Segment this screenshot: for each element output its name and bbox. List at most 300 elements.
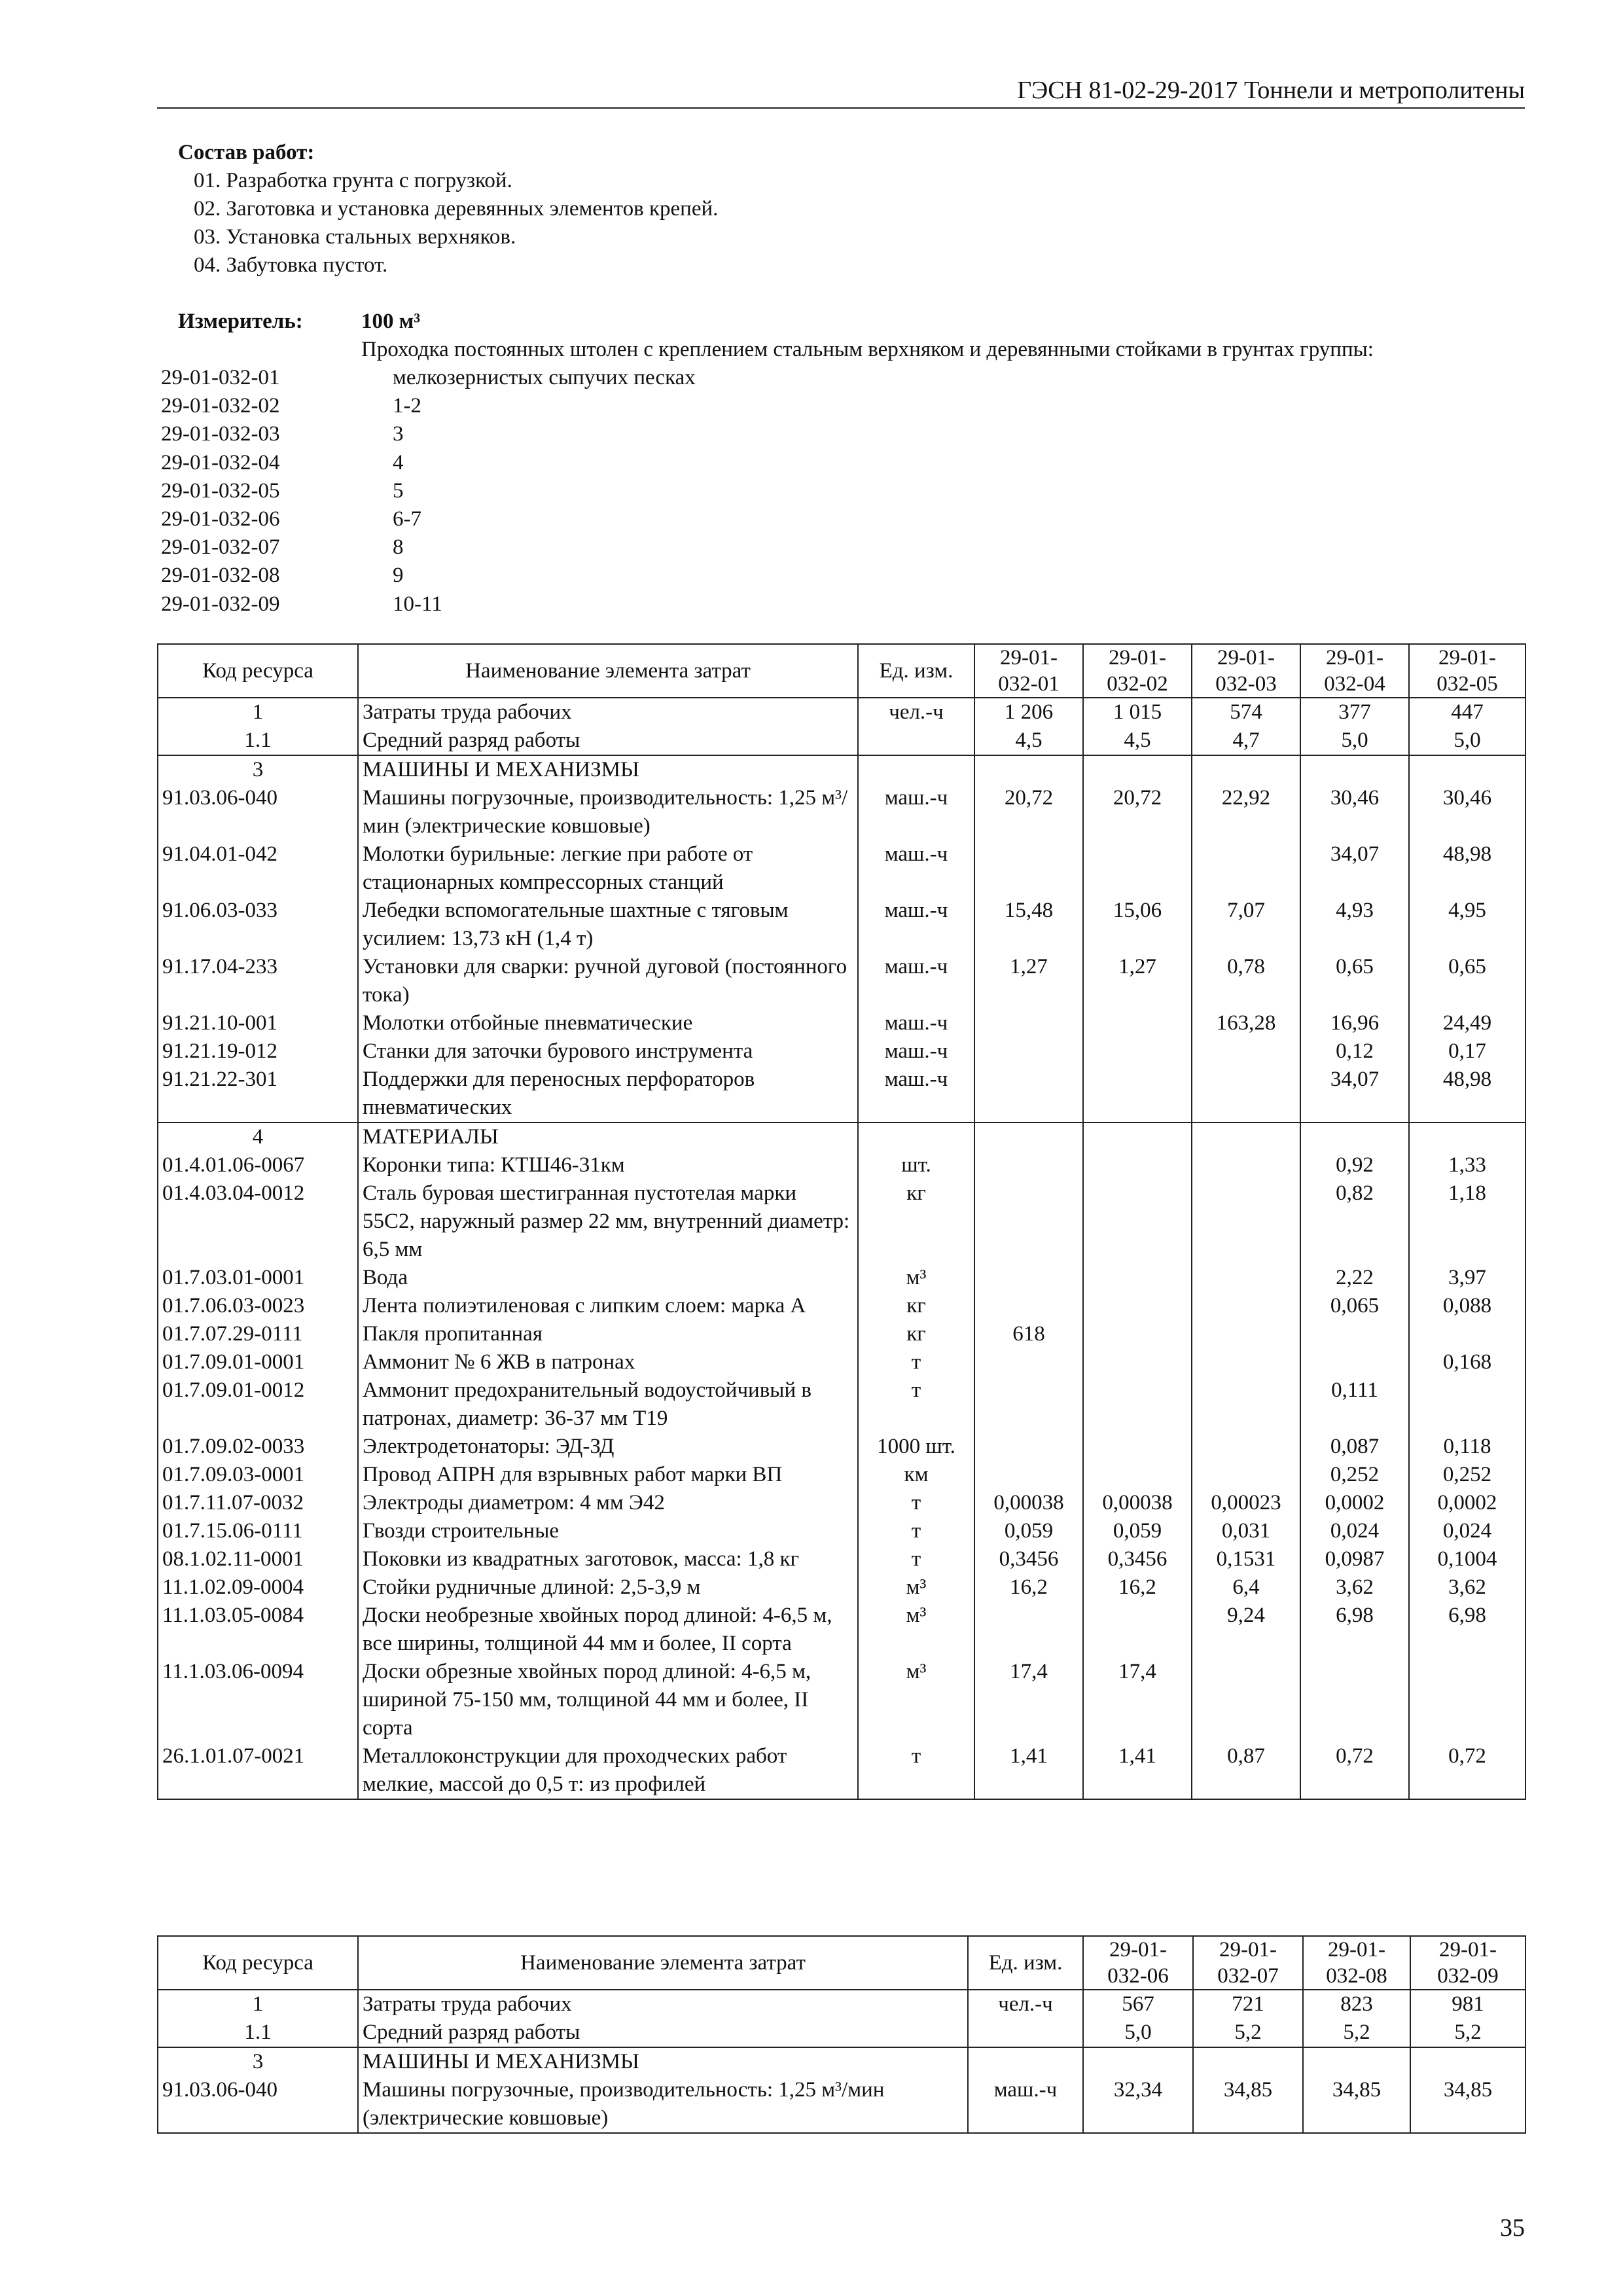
work-item: 04. Забутовка пустот. [194,253,388,277]
resource-name: Стойки рудничные длиной: 2,5-3,9 м [358,1573,858,1602]
value-cell: 5,0 [1409,726,1525,755]
resource-code: 01.7.09.01-0001 [158,1348,358,1376]
work-item: 03. Установка стальных верхняков. [194,225,516,249]
unit-cell: шт. [858,1151,974,1179]
value-cell: 1,41 [974,1742,1083,1799]
resource-name: Поддержки для переносных перфораторов пневматических [358,1066,858,1122]
value-cell: 48,98 [1409,840,1525,897]
value-cell: 0,252 [1409,1461,1525,1489]
value-cell: 0,3456 [974,1545,1083,1573]
table-row [158,1545,1525,1573]
table-row [158,784,1525,840]
value-cell: 4,7 [1192,726,1300,755]
value-cell: 4,5 [974,726,1083,755]
resource-code: 01.7.09.01-0012 [158,1376,358,1433]
value-cell: 823 [1303,1990,1410,2018]
group-item: 6-7 [393,507,421,531]
resource-code: 91.03.06-040 [158,2076,358,2133]
value-cell [1192,1122,1300,1151]
column-header: 29-01- 032-02 [1083,644,1192,698]
value-cell: 2,22 [1300,1264,1409,1292]
value-cell [974,755,1083,784]
resource-table-2 [157,1935,1526,2134]
value-cell [1192,840,1300,897]
unit-cell: 1000 шт. [858,1433,974,1461]
value-cell [1192,1376,1300,1433]
table-row [158,1179,1525,1264]
group-item: 9 [393,564,404,588]
resource-name: Сталь буровая шестигранная пустотелая марки 55С2, наружный размер 22 мм, внутренний диаметр: 6,5 мм [358,1179,858,1264]
resource-code: 91.06.03-033 [158,897,358,953]
resource-code: 08.1.02.11-0001 [158,1545,358,1573]
value-cell: 34,85 [1410,2076,1525,2133]
value-cell: 4,5 [1083,726,1192,755]
group-item: 4 [393,450,404,475]
resource-name: Молотки бурильные: легкие при работе от стационарных компрессорных станций [358,840,858,897]
intro-text: Проходка постоянных штолен с креплением стальным верхняком и деревянными стойками в грунтах группы: [361,338,1374,361]
column-header: 29-01- 032-05 [1409,644,1525,698]
table-row [158,1009,1525,1037]
value-cell: 0,72 [1300,1742,1409,1799]
unit-cell: м³ [858,1573,974,1602]
resource-table-1 [157,643,1526,1800]
resource-name: Доски обрезные хвойных пород длиной: 4-6,5 м, шириной 75-150 мм, толщиной 44 мм и более, II сорта [358,1658,858,1742]
unit-cell: кг [858,1179,974,1264]
section-row [158,755,1525,784]
resource-name: Провод АПРН для взрывных работ марки ВП [358,1461,858,1489]
value-cell [1083,1348,1192,1376]
resource-code: 01.4.01.06-0067 [158,1151,358,1179]
unit-cell: т [858,1742,974,1799]
value-cell: 16,2 [974,1573,1083,1602]
work-item: 02. Заготовка и установка деревянных элементов крепей. [194,197,719,221]
value-cell: 0,92 [1300,1151,1409,1179]
resource-name: Металлоконструкции для проходческих работ мелкие, массой до 0,5 т: из профилей [358,1742,858,1799]
value-cell [1192,1066,1300,1122]
resource-name: Вода [358,1264,858,1292]
value-cell: 0,0987 [1300,1545,1409,1573]
value-cell: 6,4 [1192,1573,1300,1602]
resource-code: 01.7.11.07-0032 [158,1489,358,1517]
value-cell: 0,111 [1300,1376,1409,1433]
unit-cell: т [858,1348,974,1376]
code-item: 29-01-032-06 [161,507,280,531]
resource-code: 1 [158,1990,358,2018]
value-cell: 3,97 [1409,1264,1525,1292]
work-title: Состав работ: [178,141,315,164]
table-header-row [158,644,1525,698]
unit-cell: маш.-ч [858,1037,974,1066]
section-row [158,2047,1525,2076]
table-row [158,1461,1525,1489]
column-header: 29-01- 032-01 [974,644,1083,698]
value-cell [974,840,1083,897]
value-cell [974,1602,1083,1658]
value-cell: 30,46 [1300,784,1409,840]
value-cell: 0,72 [1409,1742,1525,1799]
column-header: Наименование элемента затрат [358,644,858,698]
resource-name: Доски необрезные хвойных пород длиной: 4-6,5 м, все ширины, толщиной 44 мм и более, II сорта [358,1602,858,1658]
group-item: 1-2 [393,394,421,418]
value-cell: 15,48 [974,897,1083,953]
unit-cell: чел.-ч [968,1990,1083,2018]
resource-name: Гвозди строительные [358,1517,858,1545]
unit-cell: маш.-ч [858,953,974,1009]
value-cell: 0,00023 [1192,1489,1300,1517]
value-cell: 567 [1083,1990,1193,2018]
value-cell [1083,1151,1192,1179]
value-cell [1300,1658,1409,1742]
work-list [178,167,718,279]
value-cell: 9,24 [1192,1602,1300,1658]
value-cell: 1 015 [1083,698,1192,726]
value-cell: 6,98 [1409,1602,1525,1658]
work-item: 01. Разработка грунта с погрузкой. [194,169,512,192]
value-cell [1192,1179,1300,1264]
resource-code: 11.1.03.06-0094 [158,1658,358,1742]
value-cell: 0,1531 [1192,1545,1300,1573]
value-cell: 1,27 [1083,953,1192,1009]
unit-cell [968,2018,1083,2047]
value-cell: 0,168 [1409,1348,1525,1376]
unit-cell: т [858,1376,974,1433]
value-cell: 0,024 [1300,1517,1409,1545]
value-cell [1192,1264,1300,1292]
value-cell [1083,1037,1192,1066]
value-cell: 0,00038 [1083,1489,1192,1517]
table-row [158,1573,1525,1602]
value-cell [1192,1433,1300,1461]
column-header: 29-01- 032-09 [1410,1936,1525,1990]
value-cell [974,1066,1083,1122]
resource-code: 1.1 [158,726,358,755]
value-cell [1083,1602,1192,1658]
value-cell: 0,17 [1409,1037,1525,1066]
table-row [158,1066,1525,1122]
value-cell [974,1264,1083,1292]
value-cell [974,1376,1083,1433]
value-cell [1083,1433,1192,1461]
table-row [158,1433,1525,1461]
running-header: ГЭСН 81-02-29-2017 Тоннели и метрополитены [157,73,1525,109]
table-row [158,1151,1525,1179]
value-cell: 1,18 [1409,1179,1525,1264]
value-cell: 0,87 [1192,1742,1300,1799]
resource-name: Пакля пропитанная [358,1320,858,1348]
resource-code: 91.17.04-233 [158,953,358,1009]
resource-code: 01.7.03.01-0001 [158,1264,358,1292]
unit-cell [858,1122,974,1151]
value-cell [1083,1179,1192,1264]
column-header: 29-01- 032-08 [1303,1936,1410,1990]
value-cell: 34,07 [1300,840,1409,897]
value-cell: 17,4 [1083,1658,1192,1742]
value-cell: 1 206 [974,698,1083,726]
value-cell: 0,82 [1300,1179,1409,1264]
unit-cell: кг [858,1292,974,1320]
value-cell: 0,00038 [974,1489,1083,1517]
value-cell: 0,059 [974,1517,1083,1545]
value-cell [1409,1320,1525,1348]
resource-name: Электродетонаторы: ЭД-ЗД [358,1433,858,1461]
value-cell [1083,1122,1192,1151]
value-cell: 34,85 [1303,2076,1410,2133]
value-cell [1409,1658,1525,1742]
value-cell: 574 [1192,698,1300,726]
value-cell [1083,1292,1192,1320]
value-cell: 1,41 [1083,1742,1192,1799]
value-cell [1409,1376,1525,1433]
resource-name: Лента полиэтиленовая с липким слоем: марка А [358,1292,858,1320]
code-item: 29-01-032-07 [161,535,280,560]
value-cell [1300,1348,1409,1376]
value-cell [1192,1320,1300,1348]
value-cell: 0,088 [1409,1292,1525,1320]
value-cell [974,1151,1083,1179]
resource-code: 11.1.02.09-0004 [158,1573,358,1602]
value-cell: 0,087 [1300,1433,1409,1461]
value-cell: 4,93 [1300,897,1409,953]
group-item: мелкозернистых сыпучих песках [393,366,696,389]
resource-code: 01.4.03.04-0012 [158,1179,358,1264]
resource-name: Лебедки вспомогательные шахтные с тяговым усилием: 13,73 кН (1,4 т) [358,897,858,953]
table-row [158,1742,1525,1799]
unit-cell: м³ [858,1264,974,1292]
table-row [158,1037,1525,1066]
value-cell: 5,2 [1303,2018,1410,2047]
value-cell: 17,4 [974,1658,1083,1742]
page-number: 35 [1500,2214,1525,2242]
value-cell: 163,28 [1192,1009,1300,1037]
resource-name: МАТЕРИАЛЫ [358,1122,858,1151]
value-cell: 48,98 [1409,1066,1525,1122]
value-cell [1192,755,1300,784]
value-cell: 0,65 [1409,953,1525,1009]
value-cell: 24,49 [1409,1009,1525,1037]
value-cell: 22,92 [1192,784,1300,840]
resource-name: Установки для сварки: ручной дуговой (постоянного тока) [358,953,858,1009]
value-cell [1300,1320,1409,1348]
code-item: 29-01-032-08 [161,564,280,588]
resource-name: Аммонит № 6 ЖВ в патронах [358,1348,858,1376]
unit-cell: чел.-ч [858,698,974,726]
value-cell: 15,06 [1083,897,1192,953]
value-cell: 618 [974,1320,1083,1348]
value-cell: 0,0002 [1409,1489,1525,1517]
unit-cell: т [858,1517,974,1545]
column-header: Код ресурса [158,1936,358,1990]
column-header: Ед. изм. [858,644,974,698]
value-cell: 721 [1193,1990,1303,2018]
table-row [158,1320,1525,1348]
table-row [158,953,1525,1009]
group-item: 3 [393,422,404,446]
value-cell: 1,27 [974,953,1083,1009]
value-cell: 4,95 [1409,897,1525,953]
section-row [158,698,1525,726]
resource-name: Машины погрузочные, производительность: 1,25 м³/мин (электрические ковшовые) [358,2076,968,2133]
resource-code: 4 [158,1122,358,1151]
resource-code: 91.21.10-001 [158,1009,358,1037]
resource-code: 1.1 [158,2018,358,2047]
value-cell: 0,252 [1300,1461,1409,1489]
value-cell [1192,1461,1300,1489]
value-cell: 6,98 [1300,1602,1409,1658]
value-cell [1192,1151,1300,1179]
value-cell [1300,1122,1409,1151]
group-item: 8 [393,535,404,560]
value-cell [1192,1348,1300,1376]
value-cell [974,1461,1083,1489]
resource-name: Аммонит предохранительный водоустойчивый в патронах, диаметр: 36-37 мм Т19 [358,1376,858,1433]
column-header: Ед. изм. [968,1936,1083,1990]
resource-code: 01.7.09.02-0033 [158,1433,358,1461]
value-cell: 3,62 [1300,1573,1409,1602]
value-cell [1410,2047,1525,2076]
value-cell: 0,12 [1300,1037,1409,1066]
value-cell: 5,2 [1410,2018,1525,2047]
unit-cell: кг [858,1320,974,1348]
value-cell [974,1433,1083,1461]
meter-value: 100 м³ [361,310,421,333]
value-cell: 0,0002 [1300,1489,1409,1517]
section-row [158,1122,1525,1151]
group-item: 5 [393,478,404,503]
unit-cell [858,726,974,755]
code-list [161,364,279,619]
value-cell: 0,1004 [1409,1545,1525,1573]
value-cell [1083,755,1192,784]
value-cell [1083,1461,1192,1489]
unit-cell: маш.-ч [858,1009,974,1037]
code-item: 29-01-032-09 [161,592,280,616]
unit-cell: маш.-ч [968,2076,1083,2133]
value-cell [1303,2047,1410,2076]
value-cell [974,1348,1083,1376]
value-cell [1409,1122,1525,1151]
code-item: 29-01-032-01 [161,366,280,389]
value-cell: 30,46 [1409,784,1525,840]
resource-code: 3 [158,755,358,784]
section-row [158,1990,1525,2018]
column-header: 29-01- 032-07 [1193,1936,1303,1990]
value-cell: 0,118 [1409,1433,1525,1461]
column-header: 29-01- 032-03 [1192,644,1300,698]
value-cell [1083,1264,1192,1292]
work-composition [178,139,718,279]
value-cell: 0,024 [1409,1517,1525,1545]
value-cell: 0,031 [1192,1517,1300,1545]
value-cell: 5,2 [1193,2018,1303,2047]
unit-cell: т [858,1545,974,1573]
value-cell [1083,840,1192,897]
value-cell: 16,2 [1083,1573,1192,1602]
resource-name: Затраты труда рабочих [358,1990,968,2018]
table-header-row [158,1936,1525,1990]
column-header: Код ресурса [158,644,358,698]
value-cell: 1,33 [1409,1151,1525,1179]
resource-code: 01.7.06.03-0023 [158,1292,358,1320]
table-row [158,1489,1525,1517]
value-cell: 0,78 [1192,953,1300,1009]
value-cell: 0,065 [1300,1292,1409,1320]
resource-name: Средний разряд работы [358,726,858,755]
column-header: 29-01- 032-04 [1300,644,1409,698]
resource-code: 91.03.06-040 [158,784,358,840]
value-cell: 5,0 [1300,726,1409,755]
value-cell [1192,1292,1300,1320]
value-cell: 20,72 [1083,784,1192,840]
value-cell [1083,1009,1192,1037]
table-row [158,1602,1525,1658]
value-cell [1193,2047,1303,2076]
resource-code: 01.7.09.03-0001 [158,1461,358,1489]
column-header: Наименование элемента затрат [358,1936,968,1990]
table-row [158,726,1525,755]
code-item: 29-01-032-03 [161,422,280,446]
resource-code: 91.04.01-042 [158,840,358,897]
value-cell: 0,059 [1083,1517,1192,1545]
resource-name: Молотки отбойные пневматические [358,1009,858,1037]
unit-cell: м³ [858,1658,974,1742]
value-cell [1192,1037,1300,1066]
value-cell: 34,85 [1193,2076,1303,2133]
value-cell: 981 [1410,1990,1525,2018]
value-cell [1083,1066,1192,1122]
table-row [158,1292,1525,1320]
resource-code: 26.1.01.07-0021 [158,1742,358,1799]
resource-name: МАШИНЫ И МЕХАНИЗМЫ [358,2047,968,2076]
resource-name: Станки для заточки бурового инструмента [358,1037,858,1066]
value-cell: 20,72 [974,784,1083,840]
table-row [158,840,1525,897]
value-cell: 5,0 [1083,2018,1193,2047]
unit-cell: маш.-ч [858,840,974,897]
unit-cell [858,755,974,784]
table-row [158,1376,1525,1433]
code-item: 29-01-032-02 [161,394,280,418]
value-cell: 16,96 [1300,1009,1409,1037]
value-cell: 377 [1300,698,1409,726]
value-cell [1083,1376,1192,1433]
group-list [393,364,696,619]
table-row [158,2018,1525,2047]
unit-cell: маш.-ч [858,784,974,840]
table-row [158,1658,1525,1742]
unit-cell: маш.-ч [858,897,974,953]
resource-code: 01.7.07.29-0111 [158,1320,358,1348]
value-cell: 447 [1409,698,1525,726]
value-cell [1083,2047,1193,2076]
code-item: 29-01-032-04 [161,450,280,475]
value-cell [1083,1320,1192,1348]
resource-name: Средний разряд работы [358,2018,968,2047]
resource-name: Электроды диаметром: 4 мм Э42 [358,1489,858,1517]
meter-label: Измеритель: [178,310,303,333]
column-header: 29-01- 032-06 [1083,1936,1193,1990]
resource-name: МАШИНЫ И МЕХАНИЗМЫ [358,755,858,784]
unit-cell: т [858,1489,974,1517]
value-cell [1409,755,1525,784]
resource-name: Машины погрузочные, производительность: 1,25 м³/мин (электрические ковшовые) [358,784,858,840]
value-cell [974,1009,1083,1037]
table-row [158,897,1525,953]
value-cell: 32,34 [1083,2076,1193,2133]
unit-cell [968,2047,1083,2076]
resource-name: Затраты труда рабочих [358,698,858,726]
value-cell [974,1179,1083,1264]
table-row [158,1517,1525,1545]
